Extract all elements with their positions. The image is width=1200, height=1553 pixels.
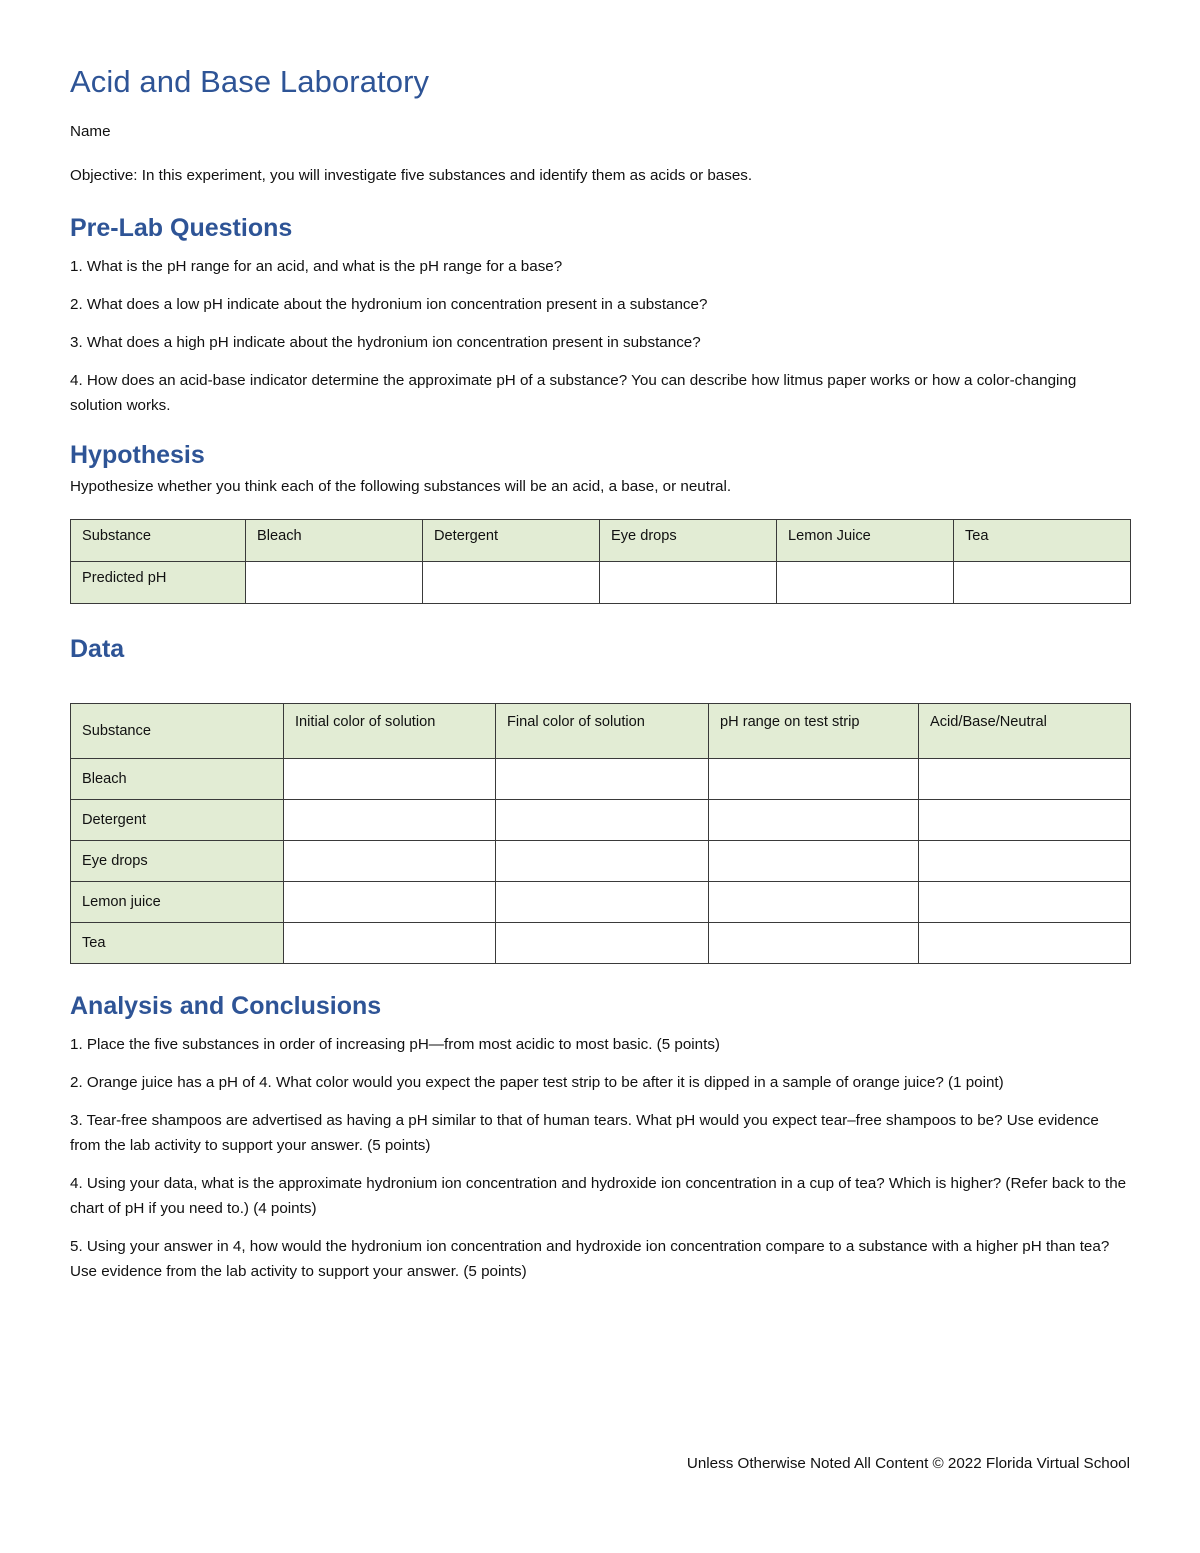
table-row (71, 759, 1131, 800)
hypothesis-table (70, 519, 1131, 604)
table-row (71, 520, 1131, 562)
analysis-question-4: 4. Using your data, what is the approximate hydronium ion concentration and hydroxide ion concentration in a cup of tea? Which is higher? (Refer back to the chart of pH if you need to.) (4 points) (70, 1174, 1127, 1217)
prelab-question-2: 2. What does a low pH indicate about the hydronium ion concentration present in a substance? (70, 295, 708, 313)
name-field-label: Name (70, 123, 111, 141)
table-row (71, 704, 1131, 759)
hypothesis-header-tea: Tea (954, 520, 1131, 562)
data-cell-lemon-juice-classification[interactable] (919, 882, 1131, 923)
hypothesis-row-label-predicted-ph: Predicted pH (71, 562, 246, 604)
data-cell-detergent-classification[interactable] (919, 800, 1131, 841)
hypothesis-cell-bleach[interactable] (246, 562, 423, 604)
table-row (71, 800, 1131, 841)
analysis-question-1: 1. Place the five substances in order of increasing pH—from most acidic to most basic. (5 points) (70, 1035, 720, 1053)
prelab-question-1: 1. What is the pH range for an acid, and what is the pH range for a base? (70, 257, 563, 275)
table-row (71, 562, 1131, 604)
data-cell-detergent-initial-color[interactable] (284, 800, 496, 841)
data-cell-lemon-juice-final-color[interactable] (496, 882, 709, 923)
data-cell-eye-drops-ph-range[interactable] (709, 841, 919, 882)
hypothesis-header-eye-drops: Eye drops (600, 520, 777, 562)
data-cell-tea-final-color[interactable] (496, 923, 709, 964)
data-header-substance: Substance (71, 704, 284, 759)
data-cell-lemon-juice-ph-range[interactable] (709, 882, 919, 923)
hypothesis-cell-eye-drops[interactable] (600, 562, 777, 604)
data-cell-tea-ph-range[interactable] (709, 923, 919, 964)
data-header-initial-color: Initial color of solution (284, 704, 496, 759)
hypothesis-intro: Hypothesize whether you think each of the following substances will be an acid, a base, or neutral. (70, 478, 732, 496)
data-row-label-detergent: Detergent (71, 800, 284, 841)
data-header-ph-range: pH range on test strip (709, 704, 919, 759)
prelab-question-4: 4. How does an acid-base indicator determine the approximate pH of a substance? You can describe how litmus paper works or how a color-changing solution works. (70, 371, 1077, 414)
hypothesis-heading: Hypothesis (70, 441, 205, 470)
data-table (70, 703, 1131, 964)
data-cell-lemon-juice-initial-color[interactable] (284, 882, 496, 923)
footer-copyright: Unless Otherwise Noted All Content © 2022 Florida Virtual School (686, 1455, 1130, 1472)
analysis-question-5: 5. Using your answer in 4, how would the hydronium ion concentration and hydroxide ion concentration compare to a substance with a higher pH than tea? Use evidence from the lab activity to support your answer. (5 points) (70, 1238, 1110, 1281)
data-row-label-tea: Tea (71, 923, 284, 964)
data-cell-detergent-ph-range[interactable] (709, 800, 919, 841)
data-cell-bleach-initial-color[interactable] (284, 759, 496, 800)
prelab-heading: Pre-Lab Questions (70, 214, 293, 243)
data-cell-tea-classification[interactable] (919, 923, 1131, 964)
data-cell-bleach-final-color[interactable] (496, 759, 709, 800)
objective-text: Objective: In this experiment, you will investigate five substances and identify them as acids or bases. (70, 167, 753, 185)
data-cell-bleach-ph-range[interactable] (709, 759, 919, 800)
page-title: Acid and Base Laboratory (70, 64, 430, 99)
table-row (71, 923, 1131, 964)
hypothesis-cell-detergent[interactable] (423, 562, 600, 604)
hypothesis-header-lemon-juice: Lemon Juice (777, 520, 954, 562)
data-cell-detergent-final-color[interactable] (496, 800, 709, 841)
data-cell-eye-drops-initial-color[interactable] (284, 841, 496, 882)
data-row-label-eye-drops: Eye drops (71, 841, 284, 882)
data-header-final-color: Final color of solution (496, 704, 709, 759)
table-row (71, 882, 1131, 923)
analysis-heading: Analysis and Conclusions (70, 992, 382, 1021)
data-cell-bleach-classification[interactable] (919, 759, 1131, 800)
data-cell-eye-drops-classification[interactable] (919, 841, 1131, 882)
analysis-question-3: 3. Tear-free shampoos are advertised as having a pH similar to that of human tears. What pH would you expect tear–free shampoos to be? Use evidence from the lab activity to support your answer. (5 points) (70, 1111, 1099, 1154)
data-row-label-bleach: Bleach (71, 759, 284, 800)
data-cell-tea-initial-color[interactable] (284, 923, 496, 964)
table-row (71, 841, 1131, 882)
data-header-acid-base-neutral: Acid/Base/Neutral (919, 704, 1131, 759)
hypothesis-cell-tea[interactable] (954, 562, 1131, 604)
prelab-question-3: 3. What does a high pH indicate about the hydronium ion concentration present in substance? (70, 333, 701, 351)
data-row-label-lemon-juice: Lemon juice (71, 882, 284, 923)
hypothesis-header-substance: Substance (71, 520, 246, 562)
hypothesis-cell-lemon-juice[interactable] (777, 562, 954, 604)
analysis-question-2: 2. Orange juice has a pH of 4. What color would you expect the paper test strip to be after it is dipped in a sample of orange juice? (1 point) (70, 1073, 1004, 1091)
hypothesis-header-detergent: Detergent (423, 520, 600, 562)
hypothesis-header-bleach: Bleach (246, 520, 423, 562)
data-cell-eye-drops-final-color[interactable] (496, 841, 709, 882)
data-heading: Data (70, 635, 125, 664)
